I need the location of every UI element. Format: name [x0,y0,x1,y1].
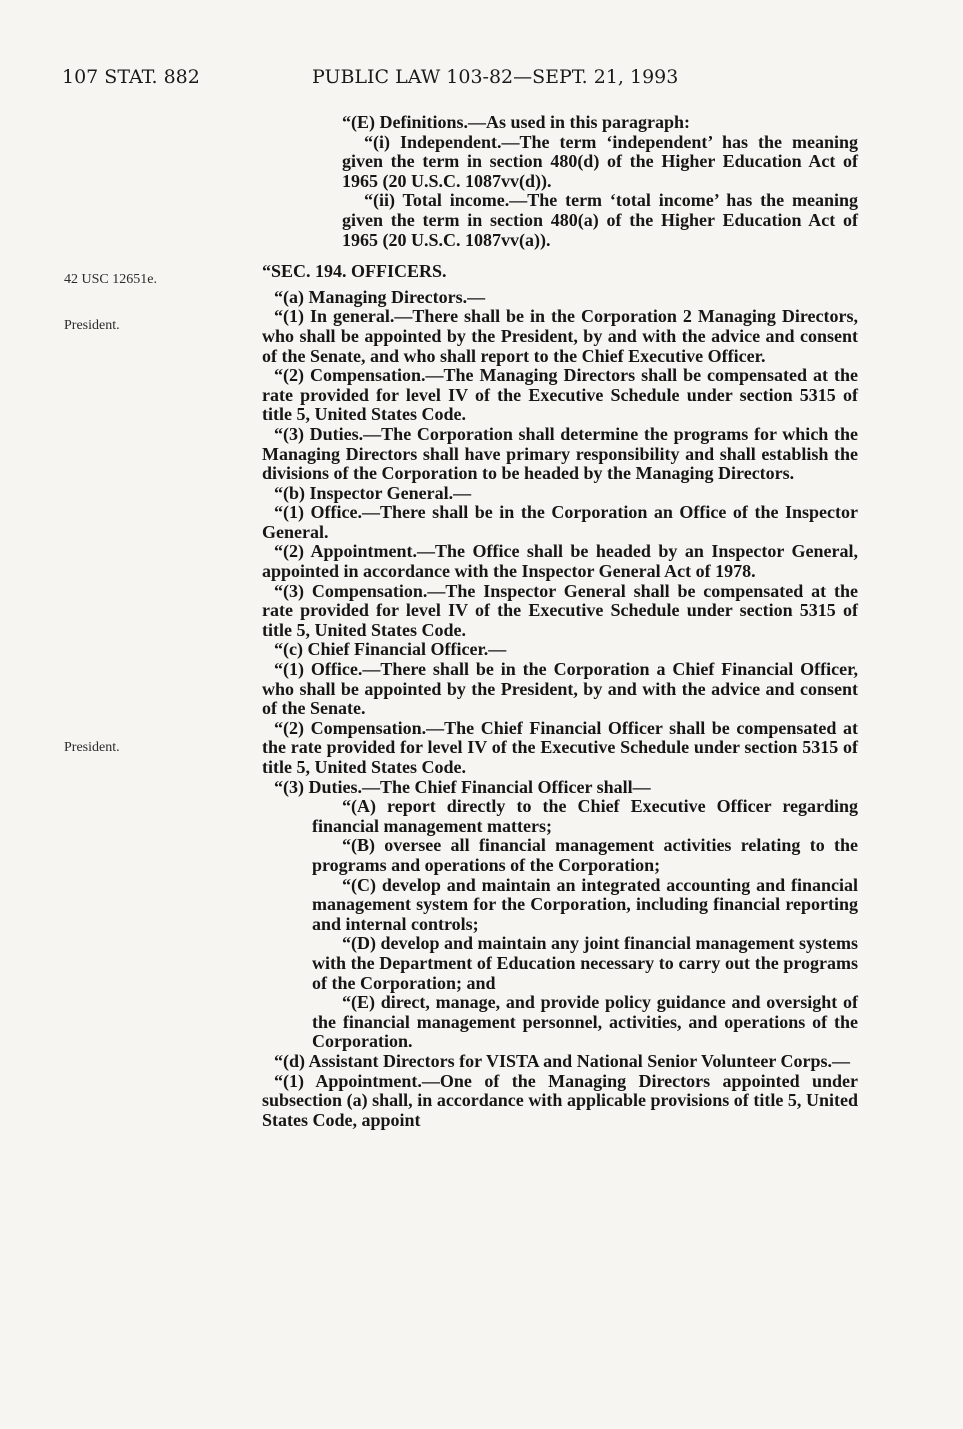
subsection-c-heading: “(c) Chief Financial Officer.— [274,639,507,660]
subsection-c-3: “(3) Duties.—The Chief Financial Officer shall— [274,776,651,797]
subsection-b-1: “(1) Office.—There shall be in the Corporation an Office of the Inspector General. [262,502,858,542]
subsection-a-heading: “(a) Managing Directors.— [274,286,486,307]
subsection-a-1: “(1) In general.—There shall be in the Corporation 2 Managing Directors, who shall be appointed by the President, by and with the advice and consent of the Senate, and who shall report to the Chief Executive Officer. [262,306,858,366]
clause-c3-a: “(A) report directly to the Chief Executive Officer regarding financial management matters; [312,796,858,836]
subsection-c-2: “(2) Compensation.—The Chief Financial Officer shall be compensated at the rate provided for level IV of the Executive Schedule under section 5315 of title 5, United States Code. [262,717,858,777]
statute-body [262,113,858,1130]
subsection-c-1: “(1) Office.—There shall be in the Corporation a Chief Financial Officer, who shall be appointed by the President, by and with the advice and consent of the Senate. [262,659,858,719]
subsection-d-heading: “(d) Assistant Directors for VISTA and National Senior Volunteer Corps.— [274,1050,851,1071]
clause-i-independent: “(i) Independent.—The term ‘independent’ has the meaning given the term in section 480(d) of the Higher Education Act of 1965 (20 U.S.C. 1087vv(d)). [342,131,858,191]
margin-president-note: President. [64,318,120,333]
stat-reference: 107 STAT. 882 [62,66,200,88]
clause-c3-d: “(D) develop and maintain any joint financial management systems with the Department of Education necessary to carry out the programs of the Corporation; and [312,933,859,993]
subsection-b-3: “(3) Compensation.—The Inspector General shall be compensated at the rate provided for level IV of the Executive Schedule under section 5315 of title 5, United States Code. [262,580,858,640]
clause-c3-c: “(C) develop and maintain an integrated accounting and financial management system for the Corporation, including financial reporting and internal controls; [312,874,858,934]
section-194-heading: “SEC. 194. OFFICERS. [262,261,447,282]
clause-c3-b: “(B) oversee all financial management activities relating to the programs and operations of the Corporation; [312,835,858,875]
margin-president-note: President. [64,740,120,755]
subsection-a-2: “(2) Compensation.—The Managing Directors shall be compensated at the rate provided for level IV of the Executive Schedule under section 5315 of title 5, United States Code. [262,365,858,425]
subsection-a-3: “(3) Duties.—The Corporation shall determine the programs for which the Managing Directors shall have primary responsibility and shall establish the divisions of the Corporation to be headed by the Managing Directors. [262,423,858,484]
subsection-b-2: “(2) Appointment.—The Office shall be headed by an Inspector General, appointed in accordance with the Inspector General Act of 1978. [262,541,858,582]
paragraph-e-definitions: “(E) Definitions.—As used in this paragraph: [342,112,691,132]
clause-ii-total-income: “(ii) Total income.—The term ‘total income’ has the meaning given the term in section 480(a) of the Higher Education Act of 1965 (20 U.S.C. 1087vv(a)). [342,190,858,250]
clause-c3-e: “(E) direct, manage, and provide policy guidance and oversight of the financial management personnel, activities, and operations of the Corporation. [312,992,858,1052]
subsection-d-1: “(1) Appointment.—One of the Managing Directors appointed under subsection (a) shall, in accordance with applicable provisions of title 5, United States Code, appoint [262,1070,858,1130]
law-title: PUBLIC LAW 103-82—SEPT. 21, 1993 [312,66,679,88]
page-header [62,66,922,96]
margin-usc-note: 42 USC 12651e. [64,272,157,287]
subsection-b-heading: “(b) Inspector General.— [274,482,472,503]
